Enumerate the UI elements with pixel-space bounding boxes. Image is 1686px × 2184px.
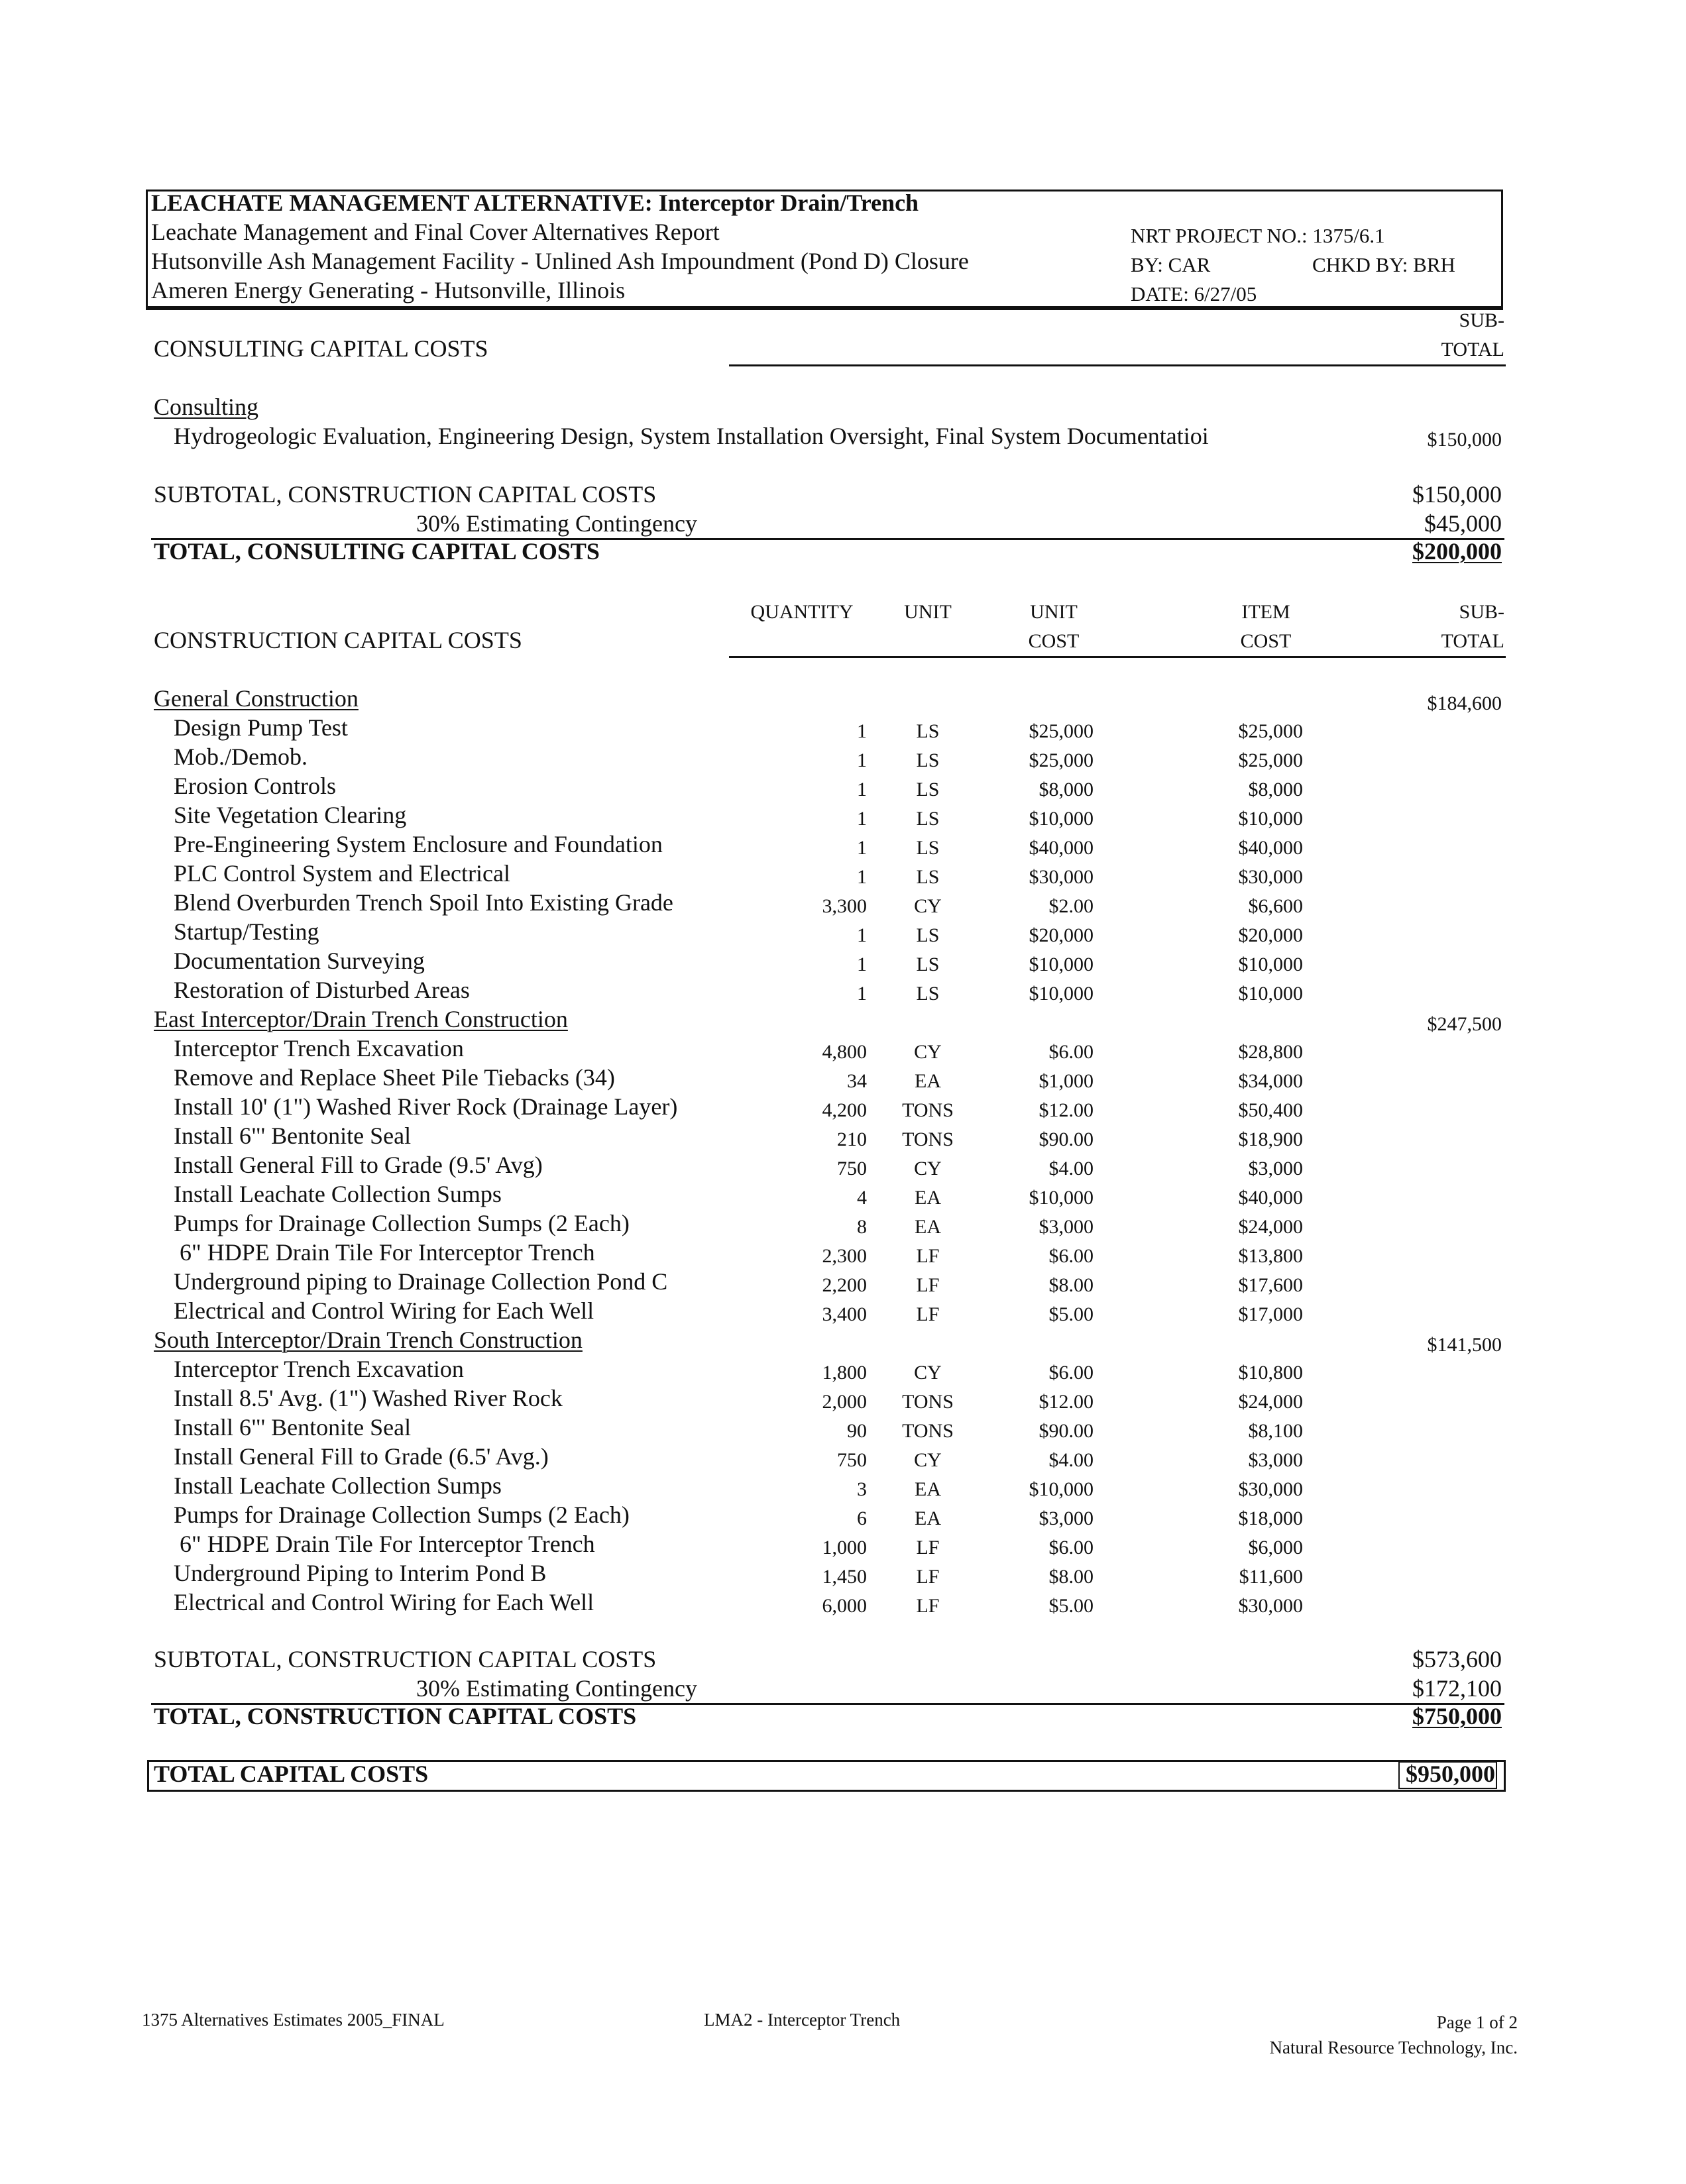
item-description: Site Vegetation Clearing [174, 802, 407, 828]
item-unit-cost: $5.00 [1048, 1303, 1094, 1325]
item-quantity: 1 [857, 749, 867, 771]
item-cost: $25,000 [1238, 720, 1303, 742]
company-location: Ameren Energy Generating - Hutsonville, Illinois [151, 277, 626, 303]
consulting-total-value: $200,000 [1412, 538, 1502, 565]
item-unit: EA [915, 1070, 941, 1092]
item-cost: $17,000 [1238, 1303, 1303, 1325]
item-unit-cost: $6.00 [1048, 1362, 1094, 1384]
item-description: Install General Fill to Grade (6.5' Avg.) [174, 1443, 549, 1470]
document-title: LEACHATE MANAGEMENT ALTERNATIVE: Interceptor Drain/Trench [151, 190, 919, 216]
item-quantity: 1 [857, 983, 867, 1005]
group-header-row [0, 684, 1686, 713]
item-description: Install Leachate Collection Sumps [174, 1181, 502, 1207]
group-subtotal: $141,500 [1427, 1334, 1502, 1356]
item-cost: $3,000 [1248, 1449, 1303, 1471]
item-description: Restoration of Disturbed Areas [174, 977, 470, 1003]
item-cost: $28,800 [1238, 1041, 1303, 1063]
item-unit-cost: $10,000 [1029, 808, 1094, 830]
item-quantity: 3,300 [822, 895, 867, 917]
item-quantity: 34 [847, 1070, 867, 1092]
line-item-row [0, 888, 1686, 917]
grand-total-label: TOTAL CAPITAL COSTS [154, 1761, 429, 1787]
item-unit: EA [915, 1507, 941, 1529]
item-quantity: 1 [857, 837, 867, 859]
construction-contingency-label: 30% Estimating Contingency [416, 1675, 697, 1702]
consulting-col-sub-1: SUB- [1459, 309, 1504, 331]
consulting-subtotal-value: $150,000 [1412, 481, 1502, 508]
line-item-row [0, 713, 1686, 742]
item-unit-cost: $90.00 [1039, 1420, 1094, 1442]
line-item-row [0, 1034, 1686, 1063]
item-unit: LS [916, 983, 940, 1005]
col-unit-cost-1: UNIT [1030, 601, 1078, 623]
item-unit-cost: $20,000 [1029, 924, 1094, 946]
project-number: NRT PROJECT NO.: 1375/6.1 [1131, 224, 1385, 247]
line-item-row [0, 800, 1686, 830]
item-unit: EA [915, 1478, 941, 1500]
item-description: Underground piping to Drainage Collection Pond C [174, 1268, 668, 1295]
item-quantity: 1,800 [822, 1362, 867, 1384]
item-description: Pumps for Drainage Collection Sumps (2 Each) [174, 1210, 630, 1236]
item-unit-cost: $25,000 [1029, 720, 1094, 742]
consulting-section-title: CONSULTING CAPITAL COSTS [154, 335, 488, 362]
item-quantity: 1,450 [822, 1566, 867, 1588]
item-cost: $10,000 [1238, 954, 1303, 975]
item-cost: $18,000 [1238, 1507, 1303, 1529]
item-quantity: 1 [857, 720, 867, 742]
item-unit-cost: $12.00 [1039, 1099, 1094, 1121]
item-unit-cost: $3,000 [1039, 1216, 1094, 1238]
item-cost: $8,000 [1248, 779, 1303, 800]
item-description: Startup/Testing [174, 918, 319, 945]
item-description: Install 6"' Bentonite Seal [174, 1414, 412, 1441]
item-description: 6" HDPE Drain Tile For Interceptor Trench [174, 1239, 595, 1266]
item-unit-cost: $8,000 [1039, 779, 1094, 800]
item-cost: $30,000 [1238, 1595, 1303, 1617]
line-item-row [0, 975, 1686, 1005]
col-unit: UNIT [904, 601, 952, 623]
grand-total-value: $950,000 [1406, 1761, 1495, 1787]
header-bottom-rule [146, 306, 1501, 308]
item-unit-cost: $1,000 [1039, 1070, 1094, 1092]
item-cost: $24,000 [1238, 1216, 1303, 1238]
group-title: East Interceptor/Drain Trench Construction [154, 1006, 568, 1032]
item-cost: $30,000 [1238, 1478, 1303, 1500]
construction-contingency-value: $172,100 [1412, 1675, 1502, 1702]
item-cost: $50,400 [1238, 1099, 1303, 1121]
item-description: Documentation Surveying [174, 948, 425, 974]
item-cost: $13,800 [1238, 1245, 1303, 1267]
col-sub-1: SUB- [1459, 601, 1504, 623]
grand-total-value-frame [1398, 1761, 1497, 1789]
item-unit: CY [914, 1158, 942, 1179]
item-description: PLC Control System and Electrical [174, 860, 510, 887]
item-unit: LS [916, 954, 940, 975]
item-description: Interceptor Trench Excavation [174, 1035, 464, 1062]
footer-sheet-name: LMA2 - Interceptor Trench [704, 2010, 901, 2030]
prepared-date: DATE: 6/27/05 [1131, 282, 1257, 305]
item-quantity: 3 [857, 1478, 867, 1500]
item-unit: CY [914, 1449, 942, 1471]
item-cost: $6,000 [1248, 1537, 1303, 1558]
item-unit: LS [916, 808, 940, 830]
item-unit: LS [916, 749, 940, 771]
footer-file-name: 1375 Alternatives Estimates 2005_FINAL [142, 2010, 445, 2030]
line-item-row [0, 1238, 1686, 1267]
item-description: Mob./Demob. [174, 743, 308, 770]
item-unit: LS [916, 779, 940, 800]
prepared-by: BY: CAR [1131, 253, 1211, 276]
line-item-row [0, 1121, 1686, 1150]
item-unit-cost: $6.00 [1048, 1041, 1094, 1063]
construction-header-rule [729, 656, 1506, 658]
item-cost: $20,000 [1238, 924, 1303, 946]
item-description: Install 8.5' Avg. (1") Washed River Rock [174, 1385, 563, 1411]
item-unit-cost: $2.00 [1048, 895, 1094, 917]
consulting-subtotal-label: SUBTOTAL, CONSTRUCTION CAPITAL COSTS [154, 481, 657, 508]
item-quantity: 6 [857, 1507, 867, 1529]
item-cost: $3,000 [1248, 1158, 1303, 1179]
line-item-row [0, 1442, 1686, 1471]
col-unit-cost-2: COST [1028, 630, 1080, 652]
item-description: Install 6"' Bentonite Seal [174, 1122, 412, 1149]
item-quantity: 1 [857, 808, 867, 830]
item-quantity: 3,400 [822, 1303, 867, 1325]
item-cost: $10,000 [1238, 983, 1303, 1005]
line-item-row [0, 742, 1686, 771]
line-item-row [0, 1471, 1686, 1500]
item-unit: LS [916, 866, 940, 888]
item-description: 6" HDPE Drain Tile For Interceptor Trench [174, 1531, 595, 1557]
construction-total-value: $750,000 [1412, 1703, 1502, 1729]
item-quantity: 1,000 [822, 1537, 867, 1558]
item-unit-cost: $40,000 [1029, 837, 1094, 859]
line-item-row [0, 917, 1686, 946]
item-unit: LF [916, 1595, 940, 1617]
item-quantity: 1 [857, 866, 867, 888]
item-cost: $34,000 [1238, 1070, 1303, 1092]
item-cost: $8,100 [1248, 1420, 1303, 1442]
item-quantity: 4 [857, 1187, 867, 1209]
item-description: Blend Overburden Trench Spoil Into Existing Grade [174, 889, 673, 916]
item-cost: $18,900 [1238, 1128, 1303, 1150]
line-item-row [0, 859, 1686, 888]
consulting-total-label: TOTAL, CONSULTING CAPITAL COSTS [154, 538, 600, 565]
line-item-row [0, 1209, 1686, 1238]
group-header-row [0, 1005, 1686, 1034]
report-name: Leachate Management and Final Cover Alternatives Report [151, 219, 720, 245]
line-item-row [0, 946, 1686, 975]
item-unit: LS [916, 924, 940, 946]
item-cost: $24,000 [1238, 1391, 1303, 1413]
col-sub-2: TOTAL [1441, 630, 1504, 652]
line-item-row [0, 1500, 1686, 1529]
group-header-row [0, 1325, 1686, 1354]
item-unit: CY [914, 895, 942, 917]
line-item-row [0, 1413, 1686, 1442]
line-item-row [0, 1529, 1686, 1558]
item-unit-cost: $10,000 [1029, 1187, 1094, 1209]
item-unit-cost: $12.00 [1039, 1391, 1094, 1413]
item-unit-cost: $25,000 [1029, 749, 1094, 771]
item-description: Design Pump Test [174, 714, 348, 741]
item-unit: LF [916, 1566, 940, 1588]
consulting-contingency-value: $45,000 [1424, 510, 1502, 537]
checked-by: CHKD BY: BRH [1312, 253, 1455, 276]
group-subtotal: $184,600 [1427, 692, 1502, 714]
item-unit: LF [916, 1245, 940, 1267]
item-unit: TONS [902, 1391, 954, 1413]
line-item-row [0, 1354, 1686, 1384]
item-unit-cost: $8.00 [1048, 1566, 1094, 1588]
construction-subtotal-label: SUBTOTAL, CONSTRUCTION CAPITAL COSTS [154, 1646, 657, 1672]
item-unit: EA [915, 1187, 941, 1209]
facility-name: Hutsonville Ash Management Facility - Unlined Ash Impoundment (Pond D) Closure [151, 248, 969, 274]
line-item-row [0, 1150, 1686, 1179]
construction-subtotal-value: $573,600 [1412, 1646, 1502, 1672]
item-unit-cost: $4.00 [1048, 1449, 1094, 1471]
item-quantity: 210 [837, 1128, 867, 1150]
item-quantity: 6,000 [822, 1595, 867, 1617]
group-title: South Interceptor/Drain Trench Construction [154, 1327, 583, 1353]
item-unit: LF [916, 1303, 940, 1325]
col-item-cost-1: ITEM [1241, 601, 1290, 623]
line-item-row [0, 830, 1686, 859]
consulting-group-title: Consulting [154, 394, 259, 420]
item-unit: LF [916, 1274, 940, 1296]
item-unit: TONS [902, 1128, 954, 1150]
consulting-item-subtotal: $150,000 [1427, 429, 1502, 451]
footer-company: Natural Resource Technology, Inc. [1269, 2038, 1518, 2057]
item-cost: $10,800 [1238, 1362, 1303, 1384]
item-unit-cost: $10,000 [1029, 983, 1094, 1005]
item-unit: CY [914, 1362, 942, 1384]
item-unit: TONS [902, 1420, 954, 1442]
consulting-col-sub-2: TOTAL [1441, 339, 1504, 360]
item-unit-cost: $3,000 [1039, 1507, 1094, 1529]
item-cost: $10,000 [1238, 808, 1303, 830]
consulting-header-rule [729, 364, 1506, 366]
col-item-cost-2: COST [1240, 630, 1292, 652]
line-item-row [0, 1267, 1686, 1296]
line-item-row [0, 1092, 1686, 1121]
item-description: Underground Piping to Interim Pond B [174, 1560, 547, 1586]
line-item-row [0, 1588, 1686, 1617]
item-cost: $30,000 [1238, 866, 1303, 888]
item-cost: $40,000 [1238, 1187, 1303, 1209]
item-quantity: 750 [837, 1449, 867, 1471]
item-unit-cost: $8.00 [1048, 1274, 1094, 1296]
col-quantity: QUANTITY [750, 601, 854, 623]
item-cost: $6,600 [1248, 895, 1303, 917]
item-unit-cost: $4.00 [1048, 1158, 1094, 1179]
item-quantity: 4,800 [822, 1041, 867, 1063]
item-unit-cost: $30,000 [1029, 866, 1094, 888]
item-unit: LS [916, 837, 940, 859]
item-unit-cost: $6.00 [1048, 1537, 1094, 1558]
item-unit-cost: $90.00 [1039, 1128, 1094, 1150]
item-quantity: 1 [857, 779, 867, 800]
item-quantity: 2,200 [822, 1274, 867, 1296]
item-description: Erosion Controls [174, 773, 337, 799]
item-unit-cost: $6.00 [1048, 1245, 1094, 1267]
item-quantity: 1 [857, 924, 867, 946]
item-description: Electrical and Control Wiring for Each Well [174, 1297, 594, 1324]
item-cost: $40,000 [1238, 837, 1303, 859]
line-item-row [0, 771, 1686, 800]
item-description: Pre-Engineering System Enclosure and Foundation [174, 831, 663, 857]
consulting-item-desc: Hydrogeologic Evaluation, Engineering Design, System Installation Oversight, Final System Documentatioi [174, 423, 1209, 449]
item-cost: $11,600 [1239, 1566, 1303, 1588]
item-unit: CY [914, 1041, 942, 1063]
item-unit-cost: $5.00 [1048, 1595, 1094, 1617]
group-subtotal: $247,500 [1427, 1013, 1502, 1035]
item-quantity: 2,000 [822, 1391, 867, 1413]
item-quantity: 1 [857, 954, 867, 975]
item-quantity: 8 [857, 1216, 867, 1238]
item-unit: TONS [902, 1099, 954, 1121]
item-unit: LS [916, 720, 940, 742]
footer-page-number: Page 1 of 2 [1436, 2012, 1518, 2032]
item-description: Electrical and Control Wiring for Each Well [174, 1589, 594, 1615]
construction-total-label: TOTAL, CONSTRUCTION CAPITAL COSTS [154, 1703, 637, 1729]
item-cost: $17,600 [1238, 1274, 1303, 1296]
item-quantity: 4,200 [822, 1099, 867, 1121]
construction-section-title: CONSTRUCTION CAPITAL COSTS [154, 627, 522, 653]
group-title: General Construction [154, 685, 359, 712]
line-item-row [0, 1296, 1686, 1325]
item-unit: LF [916, 1537, 940, 1558]
item-unit-cost: $10,000 [1029, 954, 1094, 975]
item-description: Install 10' (1") Washed River Rock (Drainage Layer) [174, 1093, 678, 1120]
line-item-row [0, 1063, 1686, 1092]
item-quantity: 750 [837, 1158, 867, 1179]
line-item-row [0, 1558, 1686, 1588]
item-cost: $25,000 [1238, 749, 1303, 771]
item-description: Pumps for Drainage Collection Sumps (2 Each) [174, 1502, 630, 1528]
line-item-row [0, 1384, 1686, 1413]
line-item-row [0, 1179, 1686, 1209]
item-description: Interceptor Trench Excavation [174, 1356, 464, 1382]
item-quantity: 90 [847, 1420, 867, 1442]
item-description: Install General Fill to Grade (9.5' Avg) [174, 1152, 543, 1178]
consulting-contingency-label: 30% Estimating Contingency [416, 510, 697, 537]
item-unit: EA [915, 1216, 941, 1238]
item-description: Install Leachate Collection Sumps [174, 1472, 502, 1499]
item-description: Remove and Replace Sheet Pile Tiebacks (34) [174, 1064, 615, 1091]
item-unit-cost: $10,000 [1029, 1478, 1094, 1500]
item-quantity: 2,300 [822, 1245, 867, 1267]
